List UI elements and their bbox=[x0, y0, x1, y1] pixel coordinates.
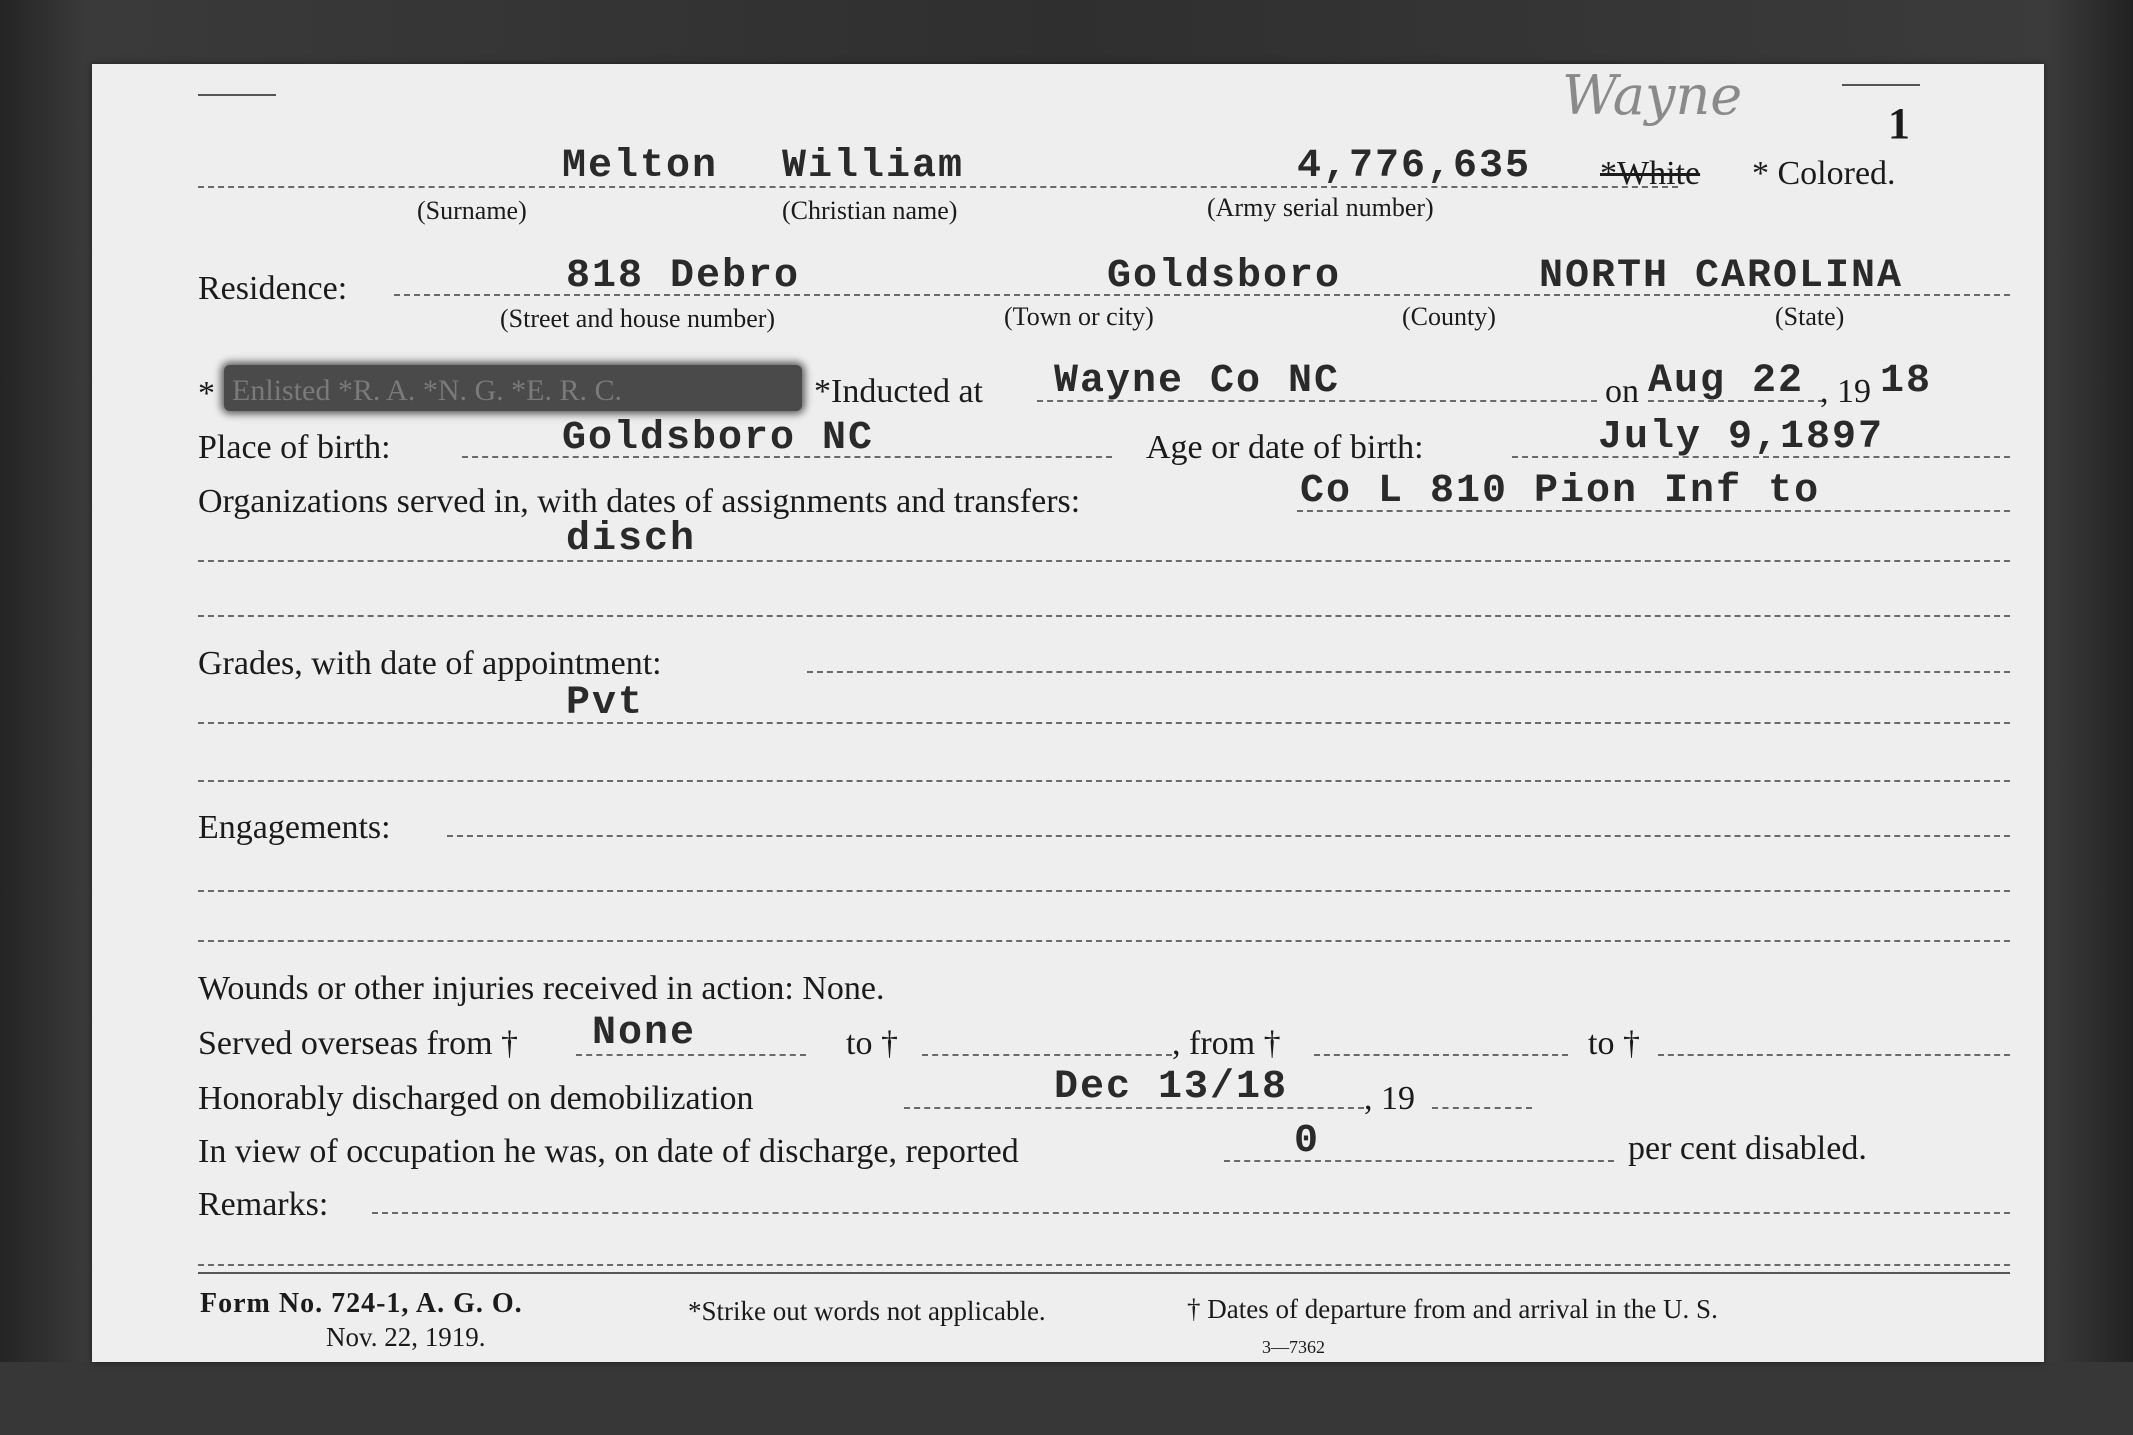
engagements-line-3 bbox=[198, 940, 2010, 942]
grades-line-3 bbox=[198, 780, 2010, 782]
grade-value: Pvt bbox=[566, 681, 645, 726]
engagements-line-2 bbox=[198, 890, 2010, 892]
organizations-line-3 bbox=[198, 615, 2010, 617]
enlisted-star: * bbox=[198, 375, 215, 412]
overseas-to2-line bbox=[1658, 1054, 2010, 1056]
town-value: Goldsboro bbox=[1107, 254, 1342, 299]
race-white-struck: *White bbox=[1600, 155, 1701, 192]
overseas-from-value: None bbox=[592, 1011, 697, 1056]
discharge-date-value: Dec 13/18 bbox=[1054, 1065, 1289, 1110]
redacted-enlistment-options: Enlisted *R. A. *N. G. *E. R. C. bbox=[224, 365, 802, 411]
overseas-from2-line bbox=[1314, 1054, 1568, 1056]
inducted-label: *Inducted at bbox=[814, 373, 983, 410]
wounds-label: Wounds or other injuries received in action: None. bbox=[198, 970, 885, 1007]
caption-surname: (Surname) bbox=[417, 196, 527, 225]
top-left-rule bbox=[198, 94, 276, 96]
induction-year-prefix: , 19 bbox=[1820, 373, 1871, 410]
overseas-label: Served overseas from † bbox=[198, 1025, 519, 1062]
disability-value: 0 bbox=[1294, 1119, 1321, 1164]
handwritten-county: Wayne bbox=[1562, 64, 1743, 127]
birthplace-value: Goldsboro NC bbox=[562, 416, 875, 461]
strike-out-note: *Strike out words not applicable. bbox=[688, 1296, 1046, 1326]
grades-line-2 bbox=[198, 722, 2010, 724]
grades-label: Grades, with date of appointment: bbox=[198, 645, 662, 682]
birthplace-label: Place of birth: bbox=[198, 429, 391, 466]
organizations-line-2 bbox=[198, 560, 2010, 562]
inducted-at-value: Wayne Co NC bbox=[1054, 359, 1341, 404]
engagements-label: Engagements: bbox=[198, 809, 391, 846]
induction-date-value: Aug 22 bbox=[1648, 359, 1805, 404]
age-label: Age or date of birth: bbox=[1146, 429, 1424, 466]
race-colored: * Colored. bbox=[1752, 155, 1896, 192]
form-number: Form No. 724-1, A. G. O. bbox=[200, 1288, 523, 1319]
caption-county: (County) bbox=[1402, 302, 1496, 331]
on-label: on bbox=[1605, 373, 1639, 410]
card-number: 1 bbox=[1888, 99, 1910, 148]
print-code: 3—7362 bbox=[1262, 1337, 1325, 1357]
surname-value: Melton bbox=[562, 144, 719, 189]
top-right-rule bbox=[1842, 84, 1920, 86]
residence-label: Residence: bbox=[198, 270, 348, 307]
caption-serial-number: (Army serial number) bbox=[1207, 193, 1434, 222]
scan-bottom-edge bbox=[0, 1362, 2133, 1435]
service-record-card bbox=[92, 64, 2044, 1362]
disability-line bbox=[1224, 1160, 1614, 1162]
serial-number-value: 4,776,635 bbox=[1297, 144, 1532, 189]
grades-line-1 bbox=[807, 671, 2010, 673]
overseas-to-label: to † bbox=[846, 1025, 898, 1062]
street-value: 818 Debro bbox=[566, 254, 801, 299]
organizations-value-2: disch bbox=[566, 517, 697, 562]
organizations-label: Organizations served in, with dates of assignments and transfers: bbox=[198, 483, 1081, 520]
form-date: Nov. 22, 1919. bbox=[326, 1322, 486, 1352]
discharge-label: Honorably discharged on demobilization bbox=[198, 1080, 754, 1117]
discharge-year-prefix: , 19 bbox=[1364, 1080, 1415, 1117]
remarks-line-1 bbox=[372, 1212, 2010, 1214]
caption-state: (State) bbox=[1775, 302, 1845, 331]
birth-date-value: July 9,1897 bbox=[1598, 415, 1885, 460]
caption-christian-name: (Christian name) bbox=[782, 196, 958, 225]
caption-street: (Street and house number) bbox=[500, 304, 776, 333]
engagements-line-1 bbox=[447, 835, 2010, 837]
christian-name-value: William bbox=[782, 144, 965, 189]
disability-suffix: per cent disabled. bbox=[1628, 1130, 1867, 1167]
discharge-year-line bbox=[1432, 1107, 1532, 1109]
remarks-line-2 bbox=[198, 1264, 2010, 1266]
disability-label: In view of occupation he was, on date of discharge, reported bbox=[198, 1133, 1019, 1170]
overseas-to2-label: to † bbox=[1588, 1025, 1640, 1062]
overseas-from2-label: , from † bbox=[1172, 1025, 1281, 1062]
caption-town: (Town or city) bbox=[1004, 302, 1154, 331]
remarks-label: Remarks: bbox=[198, 1186, 329, 1223]
organizations-value-1: Co L 810 Pion Inf to bbox=[1300, 469, 1821, 514]
induction-year-value: 18 bbox=[1880, 359, 1933, 404]
footer-rule bbox=[198, 1272, 2010, 1274]
overseas-to-line bbox=[922, 1054, 1172, 1056]
dates-note: † Dates of departure from and arrival in the U. S. bbox=[1187, 1294, 1718, 1324]
state-value: NORTH CAROLINA bbox=[1539, 254, 1904, 299]
